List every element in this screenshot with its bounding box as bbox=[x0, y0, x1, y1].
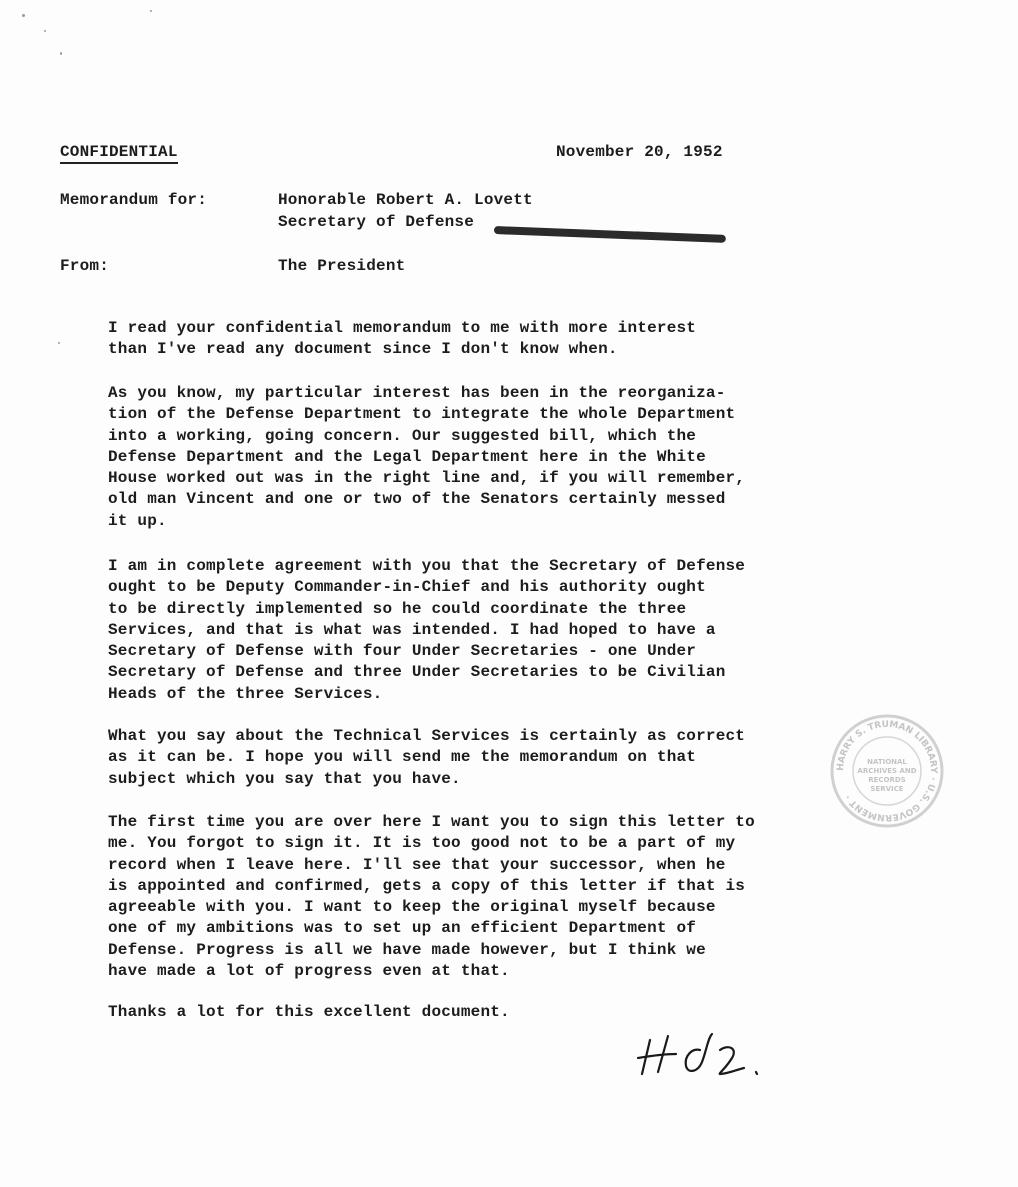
classification-label: CONFIDENTIAL bbox=[60, 143, 178, 164]
paragraph-text: What you say about the Technical Services is certainly as correct as it can be. I hope you will send me the memorandum on that subject which you say that you have. bbox=[108, 727, 746, 788]
paragraph-text: I read your confidential memorandum to me with more interest than I've read any document since I don't know when. bbox=[108, 319, 697, 359]
body-paragraph-5 bbox=[108, 812, 838, 982]
recipient-name: Honorable Robert A. Lovett bbox=[278, 191, 533, 209]
svg-text:HARRY S. TRUMAN LIBRARY · U.S.: HARRY S. TRUMAN LIBRARY · U.S. GOVERNMENT · bbox=[835, 719, 939, 823]
paragraph-text: I am in complete agreement with you that the Secretary of Defense ought to be Deputy Commander-in-Chief and his authority ought to be directly implemented so he could coordinate the three Services, and that is what was intended. I had hoped to have a Secretary of Defense with four Under Secretaries - one Under Secretary of Defense and three Under Secretaries to be Civilian Heads of the three Services. bbox=[108, 557, 746, 703]
copy-speck bbox=[22, 14, 25, 17]
from-value: The President bbox=[278, 257, 406, 275]
memo-for-label: Memorandum for: bbox=[60, 191, 208, 209]
paragraph-text: Thanks a lot for this excellent document. bbox=[108, 1003, 510, 1021]
signature-initials bbox=[636, 1030, 776, 1080]
body-paragraph-2 bbox=[108, 383, 838, 532]
svg-text:RECORDS: RECORDS bbox=[868, 776, 906, 784]
body-paragraph-3 bbox=[108, 556, 838, 705]
svg-text:NATIONAL: NATIONAL bbox=[867, 758, 907, 766]
copy-speck bbox=[150, 10, 152, 12]
body-paragraph-4 bbox=[108, 726, 838, 790]
paragraph-text: The first time you are over here I want you to sign this letter to me. You forgot to sign it. It is too good not to be a part of my record when I leave here. I'll see that your successor, when he is appointed and confirmed, gets a copy of this letter if that is agreeable with you. I want to keep the original myself because one of my ambitions was to set up an efficient Department of Defense. Progress is all we have made however, but I think we have made a lot of progress even at that. bbox=[108, 813, 755, 981]
copy-speck bbox=[60, 52, 62, 55]
copy-speck bbox=[44, 30, 46, 32]
svg-text:ARCHIVES AND: ARCHIVES AND bbox=[857, 767, 917, 775]
memo-date: November 20, 1952 bbox=[556, 143, 723, 161]
from-label: From: bbox=[60, 257, 110, 275]
archive-stamp bbox=[828, 712, 946, 830]
recipient-title: Secretary of Defense bbox=[278, 213, 475, 231]
body-paragraph-6 bbox=[108, 1002, 838, 1023]
copy-speck bbox=[58, 342, 60, 344]
redaction-mark bbox=[494, 226, 726, 243]
svg-text:SERVICE: SERVICE bbox=[870, 785, 904, 793]
body-paragraph-1 bbox=[108, 318, 838, 361]
paragraph-text: As you know, my particular interest has been in the reorganiza- tion of the Defense Department to integrate the whole Department into a working, going concern. Our suggested bill, which the Defense Department and the Legal Department here in the White House worked out was in the right line and, if you will remember, old man Vincent and one or two of the Senators certainly messed it up. bbox=[108, 384, 746, 530]
